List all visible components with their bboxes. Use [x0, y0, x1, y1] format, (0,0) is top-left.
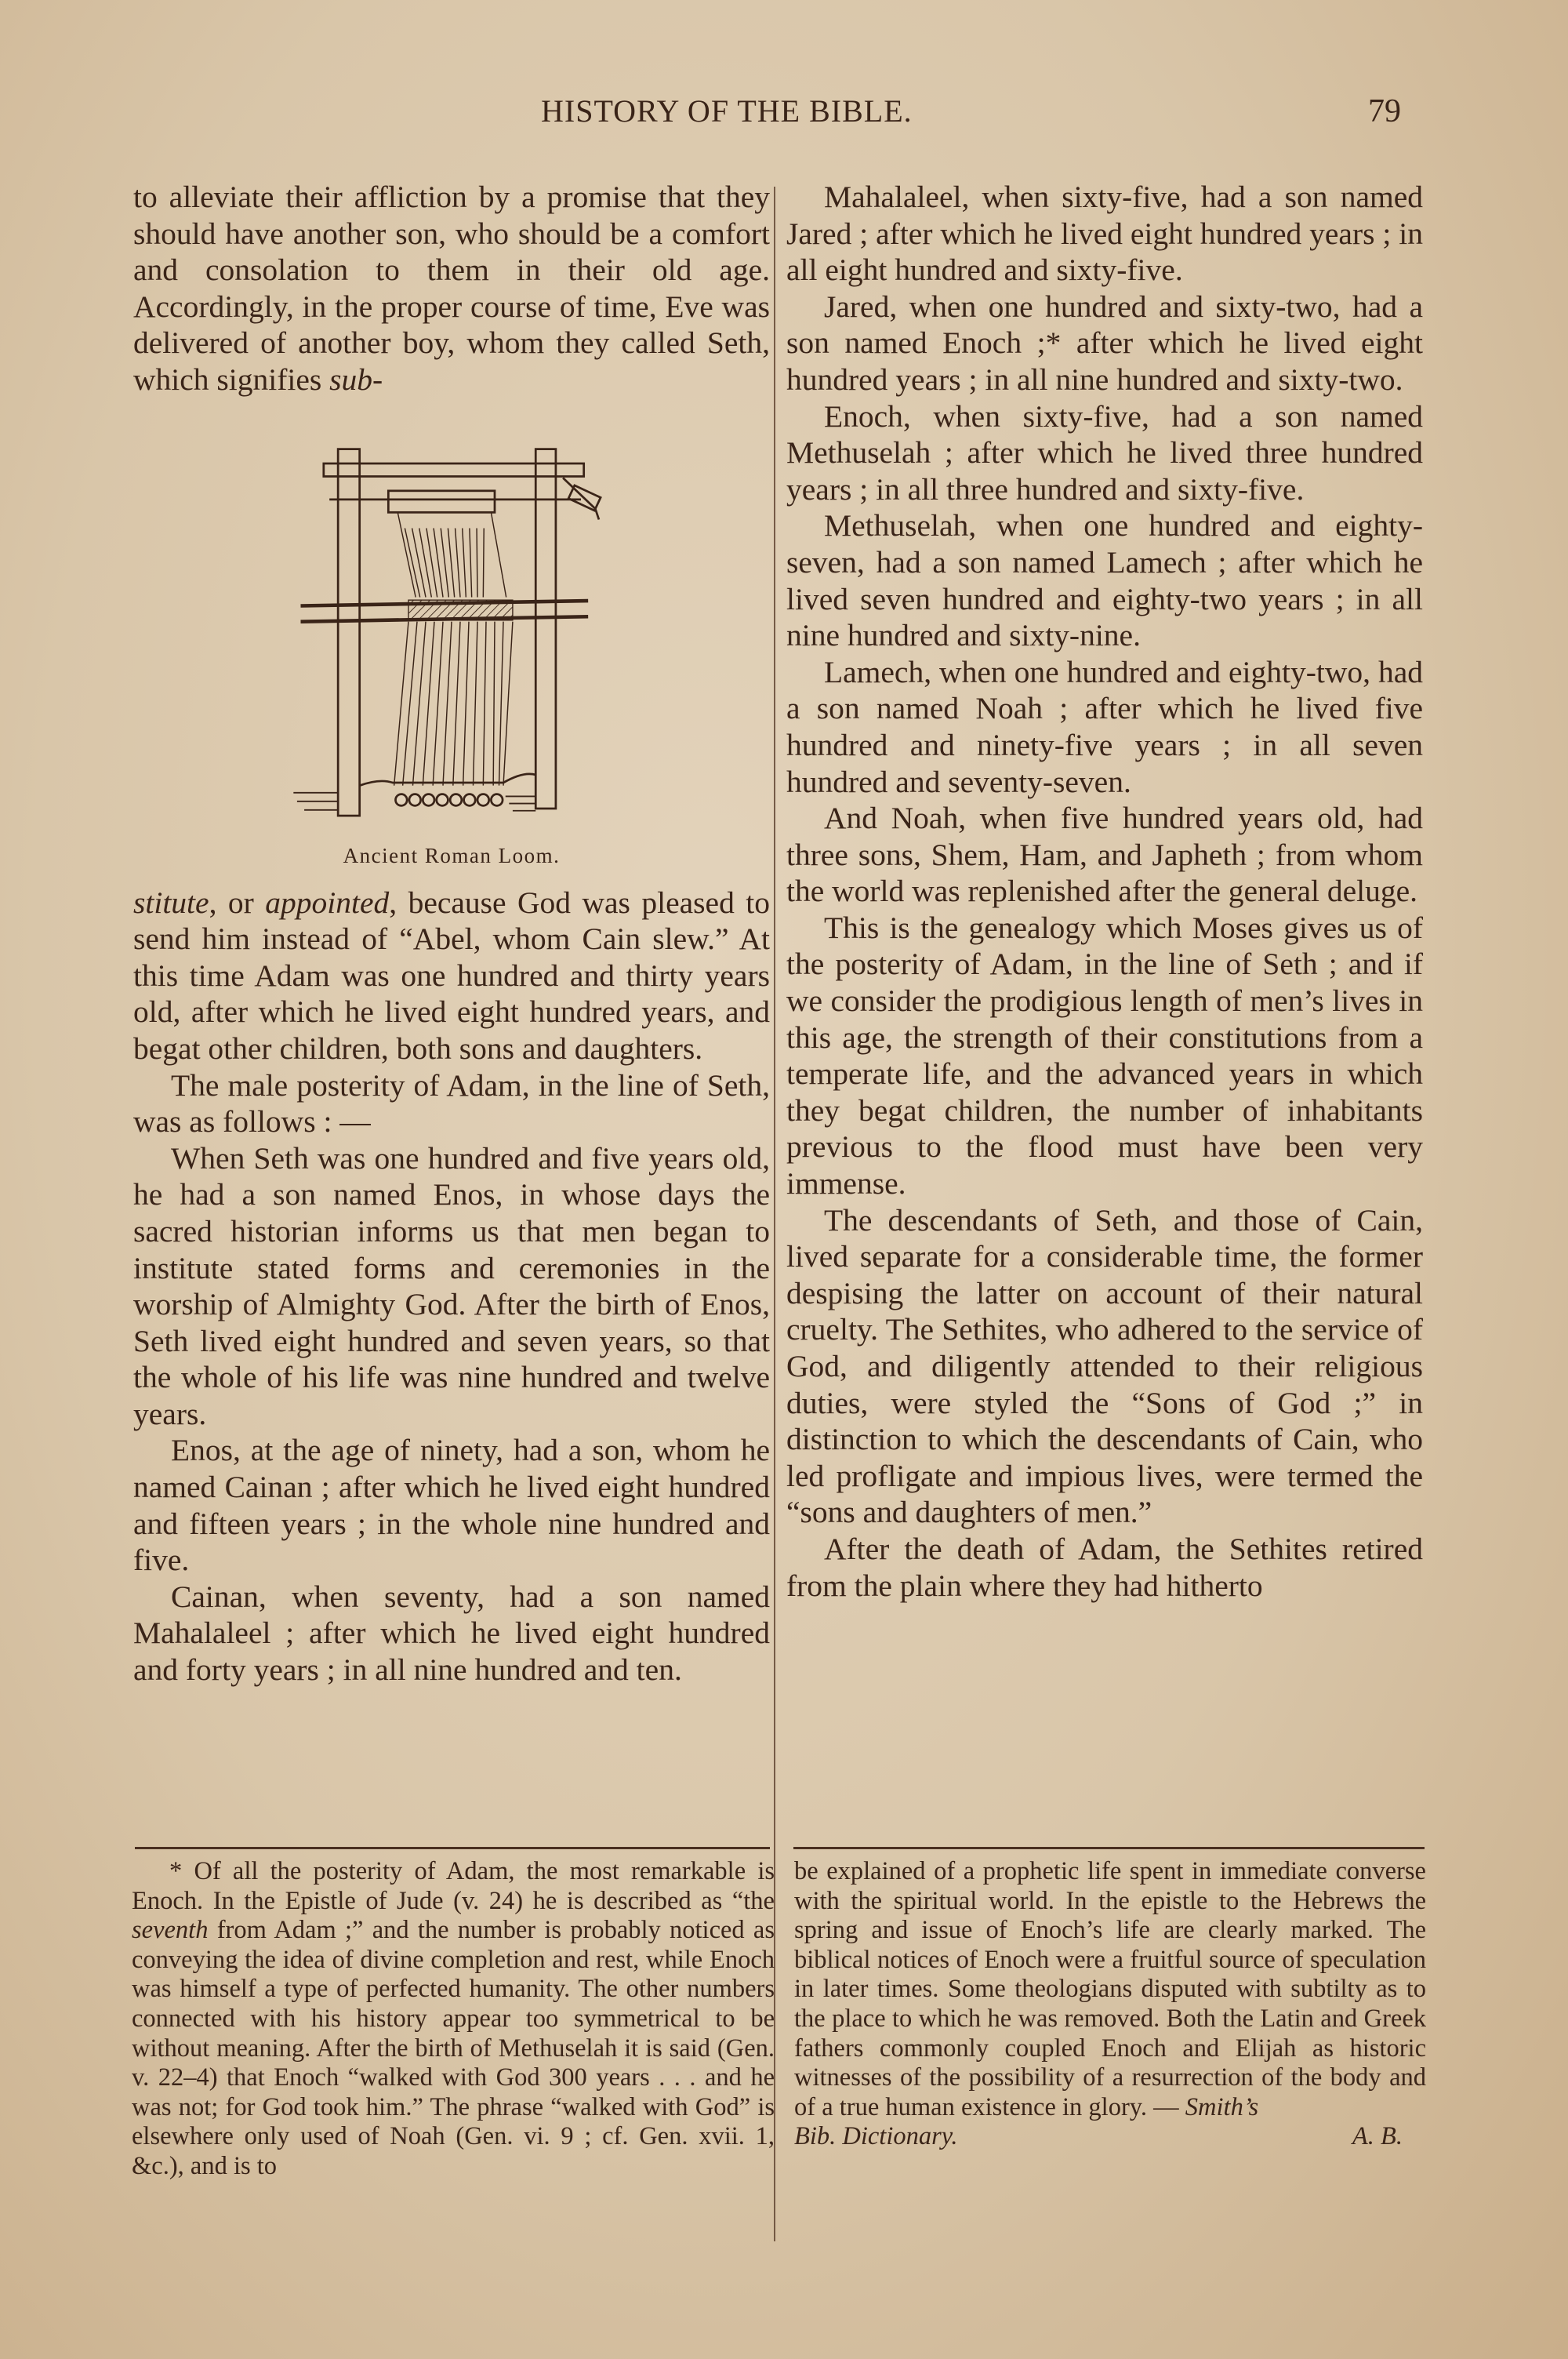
footnote-text-part: from Adam ;” and the number is probably noticed as conveying the idea of divine completion and rest, while Enoch was himself a type of perfected humanity. The other numbers connected with his history appear too symmetrical to be without meaning. After the birth of Methuselah it is said (Gen. v. 22–4) that Enoch “walked with God 300 years . . . and he was not; for God took him.” The phrase “walked with God” is elsewhere only used of Noah (Gen. vi. 9 ; cf. Gen. xvii. 1, &c.), and is to	[132, 1916, 775, 2180]
paragraph: When Seth was one hundred and five years old, he had a son named Enos, in whose days the sacred historian informs us that men began to institute stated forms and ceremonies in the worship of Almighty God. After the birth of Enos, Seth lived eight hundred and seven years, so that the whole of his life was nine hundred and twelve years.	[133, 1140, 770, 1431]
paragraph: The descendants of Seth, and those of Cain, lived separate for a considerable time, the former despising the latter on account of their natural cruelty. The Sethites, who adhered to the service of God, and diligently attended to their religious duties, were styled the “Sons of God ;” in distinction to which the descendants of Cain, who led profligate and impious lives, were termed the “sons and daughters of men.”	[786, 1202, 1423, 1530]
loom-left-post	[338, 449, 360, 815]
paragraph-text: to alleviate their affliction by a promise that they should have another son, who should be a comfort and consolation to them in their old age. Accordingly, in the proper course of time, Eve was delivered of another boy, whom they called Seth, which signifies	[133, 180, 770, 397]
source-citation: Bib. Dictionary.	[794, 2122, 958, 2151]
loom-top-beam	[324, 463, 584, 477]
paragraph: Jared, when one hundred and sixty-two, had a son named Enoch ;* after which he lived eight hundred years ; in all nine hundred and sixty-two.	[786, 289, 1423, 397]
footnote-left	[132, 1857, 775, 2182]
paragraph: Enoch, when sixty-five, had a son named Methuselah ; after which he lived three hundred years ; in all three hundred and sixty-five.	[786, 398, 1423, 507]
loom-warp-lower	[394, 621, 513, 785]
footnote-text	[132, 1857, 775, 2182]
footnote-right	[794, 1857, 1426, 2152]
loom-right-foot	[506, 796, 536, 810]
italic-text: seventh	[132, 1916, 209, 1945]
page-number: 79	[1368, 93, 1401, 129]
author-signature: A. B.	[1352, 2122, 1403, 2151]
paragraph: The male posterity of Adam, in the line of Seth, was as follows : —	[133, 1067, 770, 1140]
paragraph: And Noah, when five hundred years old, had three sons, Shem, Ham, and Japheth ; from whom the world was replenished after the general deluge.	[786, 801, 1423, 909]
right-column	[786, 179, 1423, 1604]
left-column	[133, 179, 770, 1688]
running-head-title: HISTORY OF THE BIBLE.	[541, 93, 913, 129]
paragraph: Enos, at the age of ninety, had a son, whom he named Cainan ; after which he lived eight hundred and fifteen years ; in the whole nine hundred and five.	[133, 1433, 770, 1578]
loom-right-post	[535, 449, 556, 808]
footnote-text	[794, 1857, 1426, 2122]
source-citation: Smith’s	[1185, 2092, 1259, 2121]
paragraph: Cainan, when seventy, had a son named Mahalaleel ; after which he lived eight hundred and forty years ; in all nine hundred and ten.	[133, 1579, 770, 1688]
loom-warp-upper	[397, 512, 506, 597]
paragraph: Lamech, when one hundred and eighty-two, had a son named Noah ; after which he lived five hundred and ninety-five years ; in all seven hundred and seventy-seven.	[786, 654, 1423, 799]
loom-roller	[388, 490, 495, 512]
loom-weights	[396, 794, 503, 805]
paragraph-text: , or	[209, 885, 266, 920]
paragraph	[133, 179, 770, 398]
figure-loom	[133, 416, 770, 869]
paragraph: After the death of Adam, the Sethites retired from the plain where they had hitherto	[786, 1531, 1423, 1603]
paragraph: Mahalaleel, when sixty-five, had a son named Jared ; after which he lived eight hundred years ; in all eight hundred and sixty-five.	[786, 180, 1423, 288]
loom-left-foot	[293, 792, 338, 809]
footnote-text-part: * Of all the posterity of Adam, the most remarkable is Enoch. In the Epistle of Jude (v. 24) he is described as “the	[132, 1857, 775, 1915]
italic-text: sub-	[329, 362, 383, 397]
footnote-text-part: be explained of a prophetic life spent in immediate converse with the spiritual world. In the epistle to the Hebrews the spring and issue of Enoch’s life are clearly marked. The biblical notices of Enoch were a fruitful source of speculation in later times. Some theologians disputed with subtilty as to the place to which he was removed. Both the Latin and Greek fathers commonly coupled Enoch and Elijah as historic witnesses of the possibility of a resurrection of the body and of a true human existence in glory. —	[794, 1857, 1426, 2121]
paragraph: This is the genealogy which Moses gives us of the posterity of Adam, in the line of Seth ; and if we consider the prodigious length of men’s lives in this age, the strength of their constitutions from a temperate life, and the advanced years in which they begat children, the number of inhabitants previous to the flood must have been very immense.	[786, 910, 1423, 1201]
roman-loom-illustration	[279, 416, 624, 839]
footnote-rule-left	[135, 1847, 770, 1849]
footnote-rule-right	[793, 1847, 1425, 1849]
paragraph: Methuselah, when one hundred and eighty-seven, had a son named Lamech ; after which he lived seven hundred and eighty-two years ; in all nine hundred and sixty-nine.	[786, 508, 1423, 653]
paragraph	[133, 885, 770, 1067]
footnote-signature-row	[794, 2122, 1426, 2152]
loom-cloth-edge	[360, 773, 536, 785]
italic-text: stitute	[133, 885, 209, 920]
paragraph-text: , because God was pleased to send him instead of “Abel, whom Cain slew.” At this time Adam was one hundred and thirty years old, after which he lived eight hundred years, and begat other children, both sons and daughters.	[133, 885, 770, 1066]
italic-text: appointed	[265, 885, 390, 920]
figure-caption: Ancient Roman Loom.	[343, 843, 561, 867]
